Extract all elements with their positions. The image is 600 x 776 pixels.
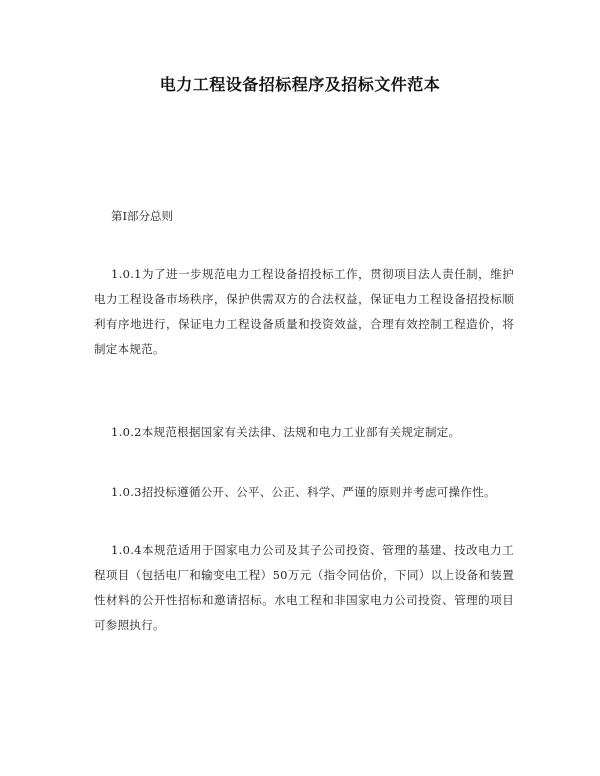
paragraph-1-0-3: 1.0.3招投标遵循公开、公平、公正、科学、严谨的原则并考虑可操作性。	[111, 485, 496, 499]
paragraph-1-0-4: 1.0.4本规范适用于国家电力公司及其子公司投资、管理的基建、技改电力工程项目（包括电厂和输变电工程）50万元（指令同估价，下同）以上设备和装置性材料的公开性招标和邀请招标。水电工程和非国家电力公司投资、管理的项目可参照执行。	[94, 543, 514, 632]
paragraph-1-0-2: 1.0.2本规范根据国家有关法律、法规和电力工业部有关规定制定。	[111, 425, 461, 439]
document-title: 电力工程设备招标程序及招标文件范本	[159, 75, 441, 94]
section-heading: 第I部分总则	[111, 209, 174, 223]
paragraph-1-0-1: 1.0.1为了进一步规范电力工程设备招投标工作，贯彻项目法人责任制，维护电力工程设备市场秩序，保护供需双方的合法权益，保证电力工程设备招投标顺利有序地进行，保证电力工程设备质量和投资效益，合理有效控制工程造价，将制定本规范。	[94, 267, 514, 356]
